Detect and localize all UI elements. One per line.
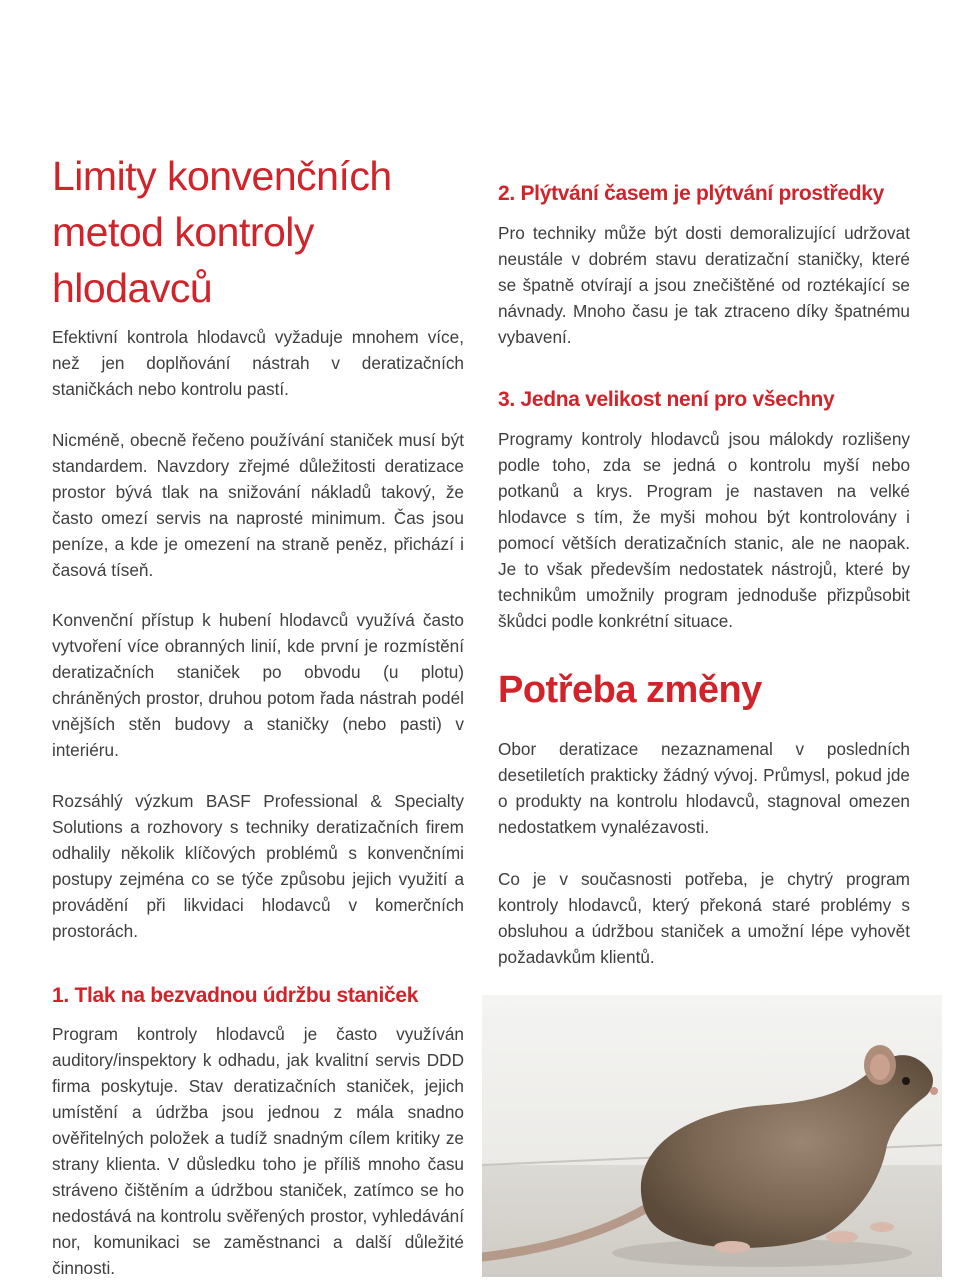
page-title: Limity konvenčních metod kontroly hlodavců: [52, 153, 392, 311]
rat-icon: [482, 995, 942, 1277]
paragraph-research: Rozsáhlý výzkum BASF Professional & Specialty Solutions a rozhovory s techniky deratizačních firem odhalily několik klíčových problémů s konvenčními postupy zejména co se týče způsobu jejich využití a provádění při likvidaci hlodavců v komerčních prostorách.: [52, 791, 464, 941]
heading-point-3: 3. Jedna velikost není pro všechny: [498, 388, 835, 411]
paragraph-point-1: Program kontroly hlodavců je často využíván auditory/inspektory k odhadu, jak kvalitní servis DDD firma poskytuje. Stav deratizačních staniček, jejich umístění a údržba jsou jednou z mála snadno ověřitelných položek a tudíž snadným cílem kritiky ze strany klienta. V důsledku toho je příliš mnoho času stráveno čištěním a údržbou staniček, zatímco se ho nedostává na kontrolu svěřených prostor, vyhledávání nor, komunikaci se zaměstnanci a další důležité činnosti.: [52, 1024, 464, 1278]
paragraph-change-1: Obor deratizace nezaznamenal v posledních desetiletích prakticky žádný vývoj. Průmysl, pokud jde o produkty na kontrolu hlodavců, stagnoval omezen nedostatkem vynalézavosti.: [498, 739, 910, 837]
intro-paragraph: Efektivní kontrola hlodavců vyžaduje mnohem více, než jen doplňování nástrah v deratizačních staničkách nebo kontrolu pastí.: [52, 327, 464, 399]
paragraph-point-2: Pro techniky může být dosti demoralizující udržovat neustále v dobrém stavu deratizační staničky, které se špatně otvírají a jsou znečištěné od roztékající se návnady. Mnoho času je tak ztraceno díky špatnému vybavení.: [498, 223, 910, 347]
paragraph-point-3: Programy kontroly hlodavců jsou málokdy rozlišeny podle toho, zda se jedná o kontrolu myší nebo potkanů a krys. Program je nastaven na velké hlodavce s tím, že myši mohou být kontrolovány i pomocí větších deratizačních stanic, ale ne naopak. Je to však především nedostatek nástrojů, které by technikům umožnily program jednoduše přizpůsobit škůdci podle konkrétní situace.: [498, 429, 910, 631]
section-title-change: Potřeba změny: [498, 669, 762, 711]
heading-point-1: 1. Tlak na bezvadnou údržbu staniček: [52, 984, 419, 1007]
rat-photo: [482, 995, 942, 1277]
paragraph-conventional-approach: Konvenční přístup k hubení hlodavců využívá často vytvoření více obranných linií, kde první je rozmístění deratizačních staniček po obvodu (u plotu) chráněných prostor, druhou potom řada nástrah podél vnějších stěn budovy a staničky (nebo pasti) v interiéru.: [52, 610, 464, 760]
paragraph-change-2: Co je v současnosti potřeba, je chytrý program kontroly hlodavců, který překoná staré problémy s obsluhou a údržbou staniček a umožní lépe vyhovět požadavkům klientů.: [498, 869, 910, 967]
heading-point-2: 2. Plýtvání časem je plýtvání prostředky: [498, 182, 885, 205]
paragraph-standards: Nicméně, obecně řečeno používání staniček musí být standardem. Navzdory zřejmé důležitosti deratizace prostor bývá tlak na snižování nákladů takový, že často omezí servis na naprosté minimum. Čas jsou peníze, a kde je omezení na straně peněz, přichází i časová tíseň.: [52, 430, 464, 580]
